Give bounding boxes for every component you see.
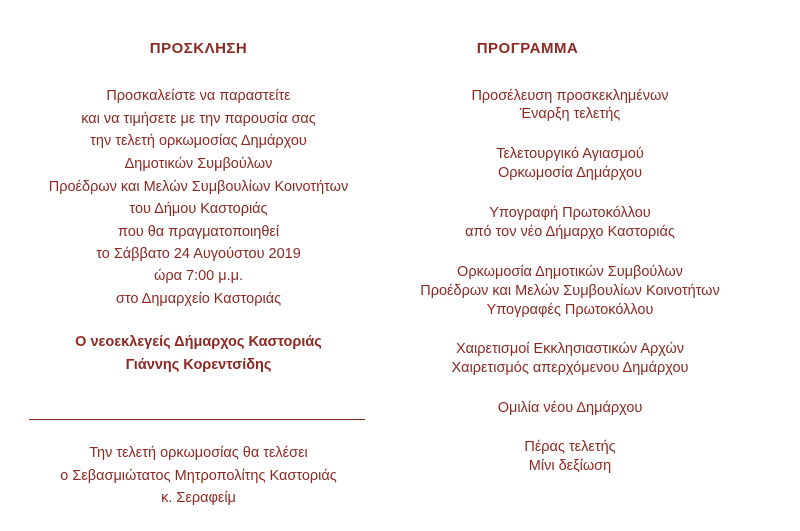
program-title: ΠΡΟΓΡΑΜΜΑ	[476, 40, 579, 57]
program-item: Προέδρων και Μελών Συμβουλίων Κοινοτήτων	[420, 283, 720, 299]
program-item: Ορκωμοσία Δημοτικών Συμβούλων	[457, 264, 683, 280]
invitation-line: Δημοτικών Συμβούλων	[124, 156, 273, 172]
mayor-title: Ο νεοεκλεγείς Δήμαρχος Καστοριάς	[75, 334, 322, 350]
program-item: Μίνι δεξίωση	[528, 458, 612, 474]
mayor-name: Γιάννης Κορεντσίδης	[125, 357, 272, 373]
program-item: Έναρξη τελετής	[519, 106, 621, 122]
program-item: Τελετουργικό Αγιασμού	[496, 146, 644, 162]
program-item: Χαιρετισμός απερχόμενου Δημάρχου	[451, 360, 689, 376]
invitation-title: ΠΡΟΣΚΛΗΣΗ	[149, 40, 248, 57]
program-item: Ομιλία νέου Δημάρχου	[497, 400, 643, 416]
note-line: ο Σεβασμιώτατος Μητροπολίτης Καστοριάς	[60, 468, 337, 484]
program-item: Προσέλευση προσκεκλημένων	[471, 88, 669, 104]
invitation-line: το Σάββατο 24 Αυγούστου 2019	[96, 246, 301, 262]
invitation-line: Προέδρων και Μελών Συμβουλίων Κοινοτήτων	[48, 179, 349, 195]
invitation-line: Προσκαλείστε να παραστείτε	[106, 88, 291, 104]
invitation-line: στο Δημαρχείο Καστοριάς	[115, 291, 282, 307]
program-item: Χαιρετισμοί Εκκλησιαστικών Αρχών	[455, 341, 685, 357]
invitation-line: την τελετή ορκωμοσίας Δημάρχου	[90, 133, 307, 149]
note-line: κ. Σεραφείμ	[161, 490, 236, 506]
program-item: Ορκωμοσία Δημάρχου	[497, 165, 643, 181]
invitation-line: του Δήμου Καστοριάς	[129, 201, 268, 217]
program-item: Υπογραφή Πρωτοκόλλου	[489, 205, 651, 221]
invitation-line: ώρα 7:00 μ.μ.	[154, 268, 243, 284]
program-item: Υπογραφές Πρωτοκόλλου	[486, 302, 654, 318]
program-item: από τον νέο Δήμαρχο Καστοριάς	[465, 224, 675, 240]
invitation-line: και να τιμήσετε με την παρουσία σας	[81, 111, 316, 127]
program-item: Πέρας τελετής	[524, 439, 616, 455]
note-line: Την τελετή ορκωμοσίας θα τελέσει	[89, 445, 308, 461]
invitation-line: που θα πραγματοποιηθεί	[117, 224, 280, 240]
divider	[29, 419, 365, 420]
